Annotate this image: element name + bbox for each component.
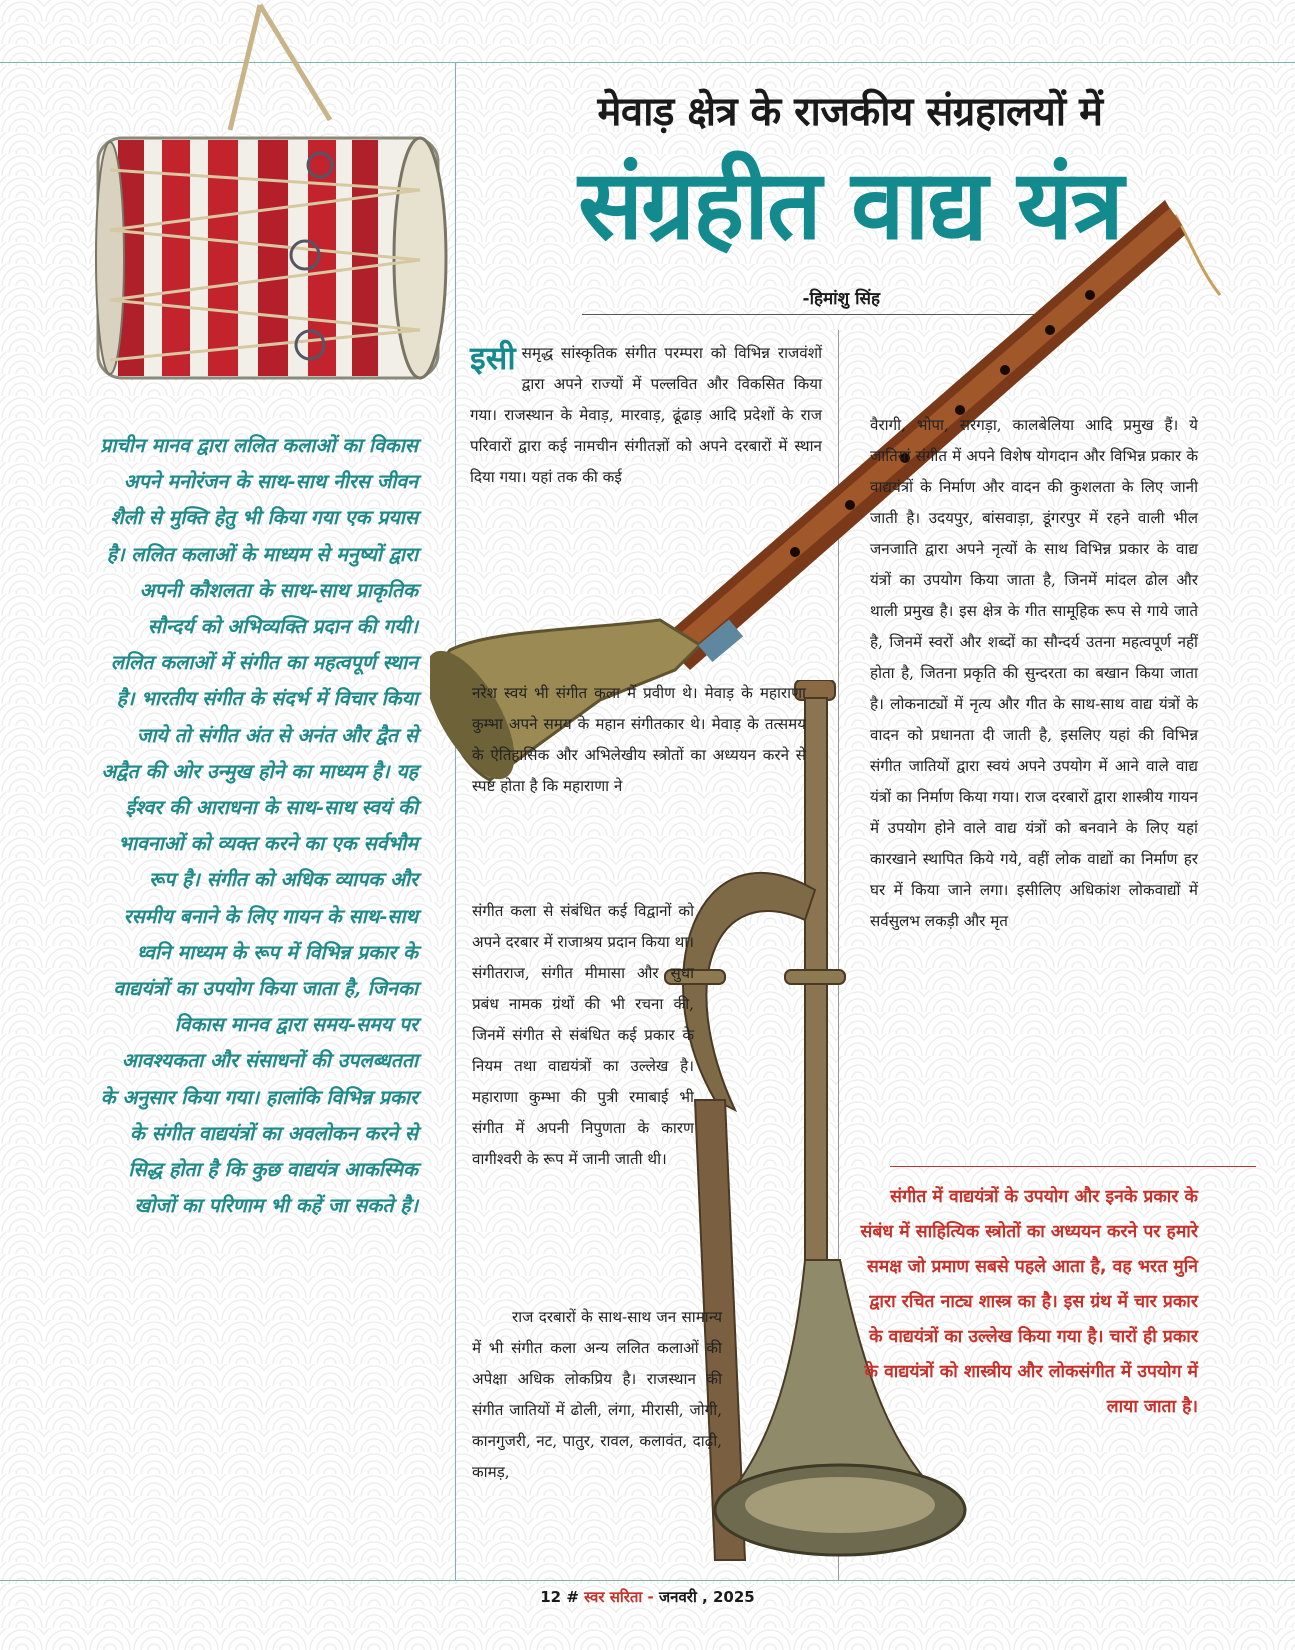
body-text-1: समृद्ध सांस्कृतिक संगीत परम्परा को विभिन्न राजवंशों द्वारा अपने राज्यों में पल्लवित और विकसित किया गया। राजस्थान के मेवाड़, मारवाड़, ढूंढाड़ आदि प्रदेशों के राज परिवारों द्वारा कई नामचीन संगीतज्ञों को अपने दरबारों में स्थान दिया गया। यहां तक की कई — [470, 344, 822, 486]
body-paragraph-3 — [472, 896, 694, 1175]
intro-column: प्राचीन मानव द्वारा ललित कलाओं का विकास अपने मनोरंजन के साथ-साथ नीरस जीवन शैली से मुक्ति हेतु भी किया गया एक प्रयास है। ललित कलाओं के माध्यम से मनुष्यों द्वारा अपनी कौशलता के साथ-साथ प्राकृतिक सौन्दर्य को अभिव्यक्ति प्रदान की गयी। ललित कलाओं में संगीत का महत्वपूर्ण स्थान है। भारतीय संगीत के संदर्भ में विचार किया जाये तो संगीत अंत से अनंत और द्वैत से अद्वैत की ओर उन्मुख होने का माध्यम है। यह ईश्वर की आराधना के साथ-साथ स्वयं की भावनाओं को व्यक्त करने का एक सर्वभौम रूप है। संगीत को अधिक व्यापक और रसमीय बनाने के लिए गायन के साथ-साथ ध्वनि माध्यम के रूप में विभिन्न प्रकार के वाद्ययंत्रों का उपयोग किया जाता है, जिनका विकास मानव द्वारा समय-समय पर आवश्यकता और संसाधनों की उपलब्धतता के अनुसार किया गया। हालांकि विभिन्न प्रकार के संगीत वाद्ययंत्रों का अवलोकन करने से सिद्ध होता है कि कुछ वाद्ययंत्र आकस्मिक खोजों का परिणाम भी कहें जा सकते है। — [100, 434, 418, 1218]
page-footer — [0, 1587, 1295, 1607]
body-paragraph-1 — [470, 338, 822, 493]
footer-dash: - — [647, 1588, 654, 1606]
body-paragraph-5 — [870, 410, 1198, 937]
body-text-5: वैरागी, भोपा, सरगड़ा, कालबेलिया आदि प्रमुख हैं। ये जातियां संगीत में अपने विशेष योगदान और विभिन्न प्रकार के वाद्ययंत्रों के निर्माण और वादन की कुशलता के लिए जानी जाती है। उदयपुर, बांसवाड़ा, डूंगरपुर में रहने वाली भील जनजाति द्वारा अपने नृत्यों के साथ विभिन्न प्रकार के वाद्य यंत्रों का उपयोग किया जाता है, जिनमें मांदल ढोल और थाली प्रमुख है। इस क्षेत्र के गीत सामूहिक रूप से गाये जाते है, जिनमें स्वरों और शब्दों का सौन्दर्य उतना महत्वपूर्ण नहीं होता है, जितना प्रकृति की सुन्दरता का बखान किया जाता है। लोकनाट्यों में नृत्य और गीत के साथ-साथ वाद्य यंत्रों के वादन को प्रधानता दी जाती है, इसलिए यहां की विभिन्न संगीत जातियों द्वारा स्वयं अपने उपयोग में आने वाले वाद्य यंत्रों का निर्माण किया गया। राज दरबारों द्वारा शास्त्रीय गायन में उपयोग होने वाले वाद्य यंत्रों को बनवाने के लिए यहां कारखाने स्थापित किये गये, वहीं लोक वाद्यों का निर्माण हर घर में किया जाने लगा। इसीलिए अधिकांश लोकवाद्यों में सर्वसुलभ लकड़ी और मृत — [870, 416, 1198, 930]
pull-quote: संगीत में वाद्ययंत्रों के उपयोग और इनके प्रकार के संबंध में साहित्यिक स्त्रोतों का अध्ययन करने पर हमारे समक्ष जो प्रमाण सबसे पहले आता है, वह भरत मुनि द्वारा रचित नाट्य शास्त्र का है। इस ग्रंथ में चार प्रकार के वाद्ययंत्रों का उल्लेख किया गया है। चारों ही प्रकार के वाद्ययंत्रों को शास्त्रीय और लोकसंगीत में उपयोग में लाया जाता है। — [860, 1187, 1198, 1417]
page-title: संग्रहीत वाद्य यंत्र — [578, 149, 1122, 261]
dholak-drum-icon — [90, 0, 450, 400]
dropcap: इसी — [470, 339, 516, 377]
magazine-name: स्वर सरिता — [584, 1588, 643, 1606]
body-text-4: राज दरबारों के साथ-साथ जन सामान्य में भी संगीत कला अन्य ललित कलाओं की अपेक्षा अधिक लोकप्रिय है। राजस्थान की संगीत जातियों में ढोली, लंगा, मीरासी, जोगी, कानगुजरी, नट, पातुर, रावल, कलावंत, दाढ़ी, कामड़, — [472, 1308, 722, 1481]
body-paragraph-4 — [472, 1302, 722, 1488]
issue-date: जनवरी , 2025 — [659, 1588, 755, 1606]
author-byline: -हिमांशु सिंह — [802, 289, 880, 309]
footer-separator: # — [566, 1588, 579, 1606]
bottom-rule — [0, 1580, 1295, 1581]
body-paragraph-2 — [472, 678, 806, 802]
body-text-2: नरेश स्वयं भी संगीत कला में प्रवीण थे। मेवाड़ के महाराणा कुम्भा अपने समय के महान संगीतकार थे। मेवाड़ के तत्समय के ऐतिहासिक और अभिलेखीय स्त्रोतों का अध्ययन करने से स्पष्ट होता है कि महाराणा ने — [472, 684, 806, 795]
page-number: 12 — [540, 1588, 562, 1606]
title-kicker: मेवाड़ क्षेत्र के राजकीय संग्रहालयों में — [597, 89, 1103, 135]
quote-rule — [890, 1166, 1256, 1167]
body-text-3: संगीत कला से संबंधित कई विद्वानों को अपने दरबार में राजाश्रय प्रदान किया था। संगीतराज, संगीत मीमासा और सुधा प्रबंध नामक ग्रंथों की भी रचना की, जिनमें संगीत से संबंधित कई प्रकार के नियम तथा वाद्ययंत्रों का उल्लेख है। महाराणा कुम्भा की पुत्री रमाबाई भी संगीत में अपनी निपुणता के कारण वागीश्वरी के रूप में जानी जाती थी। — [472, 902, 694, 1168]
